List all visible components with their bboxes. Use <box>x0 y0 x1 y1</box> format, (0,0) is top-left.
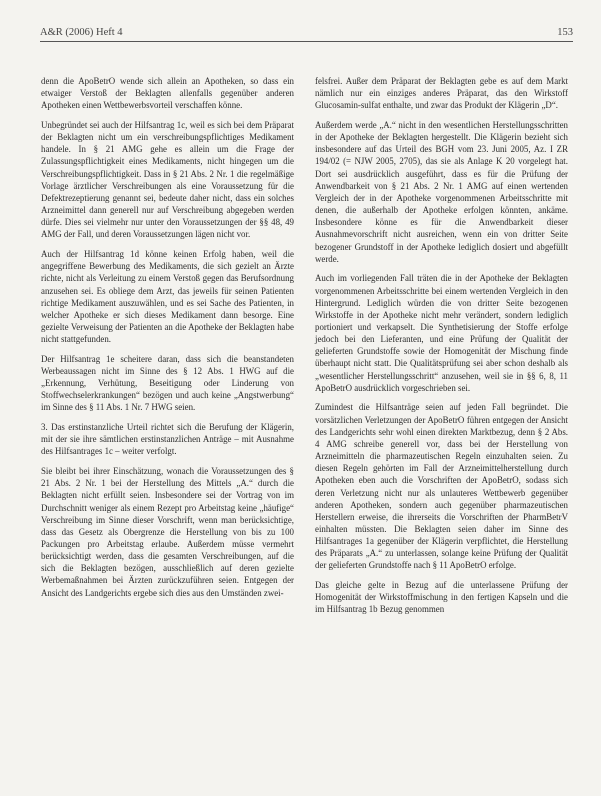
paragraph: Auch der Hilfsantrag 1d könne keinen Erfolg haben, weil die angegriffene Bewerbung des Medikaments, die sich gezielt an Ärzte richte, nicht als Verleitung zu einem Verstoß gegen das Berufsordnung anzusehen sei. Es obliege dem Arzt, das jeweils für seinen Patienten richtige Medikament auszuwählen, und es sei Sache des Patienten, in welcher Apotheke er sich dieses Medikament dann besorge. Eine gezielte Verweisung der Patienten an die Apotheke der Beklagten habe nicht stattgefunden. <box>41 249 294 345</box>
paragraph: Der Hilfsantrag 1e scheitere daran, dass sich die beanstandeten Werbeaussagen nicht im Sinne des § 12 Abs. 1 HWG auf die „Erkennung, Verhütung, Beseitigung oder Linderung von Stoffwechselerkrankungen“ bezögen und auch keine „Angstwerbung“ im Sinne des § 11 Abs. 1 Nr. 7 HWG seien. <box>41 353 294 413</box>
right-column <box>315 75 568 616</box>
left-column <box>41 75 294 599</box>
paragraph: felsfrei. Außer dem Präparat der Beklagten gebe es auf dem Markt nämlich nur ein einziges anderes Präparat, das den Wirkstoff Glucosamin-sulfat enthalte, und zwar das Produkt der Klägerin „D“. <box>315 76 568 111</box>
paragraph: Unbegründet sei auch der Hilfsantrag 1c, weil es sich bei dem Präparat der Beklagten nicht um ein verschreibungspflichtiges Medikament handele. In § 21 AMG gehe es allein um die Frage der Zulassungspflichtigkeit eines Medikaments, nicht hingegen um die Verschreibungspflichtigkeit. Dass in § 21 Abs. 2 Nr. 1 die regelmäßige Vorlage ärztlicher Verschreibungen als eine Voraussetzung für die Defektrezeptierung genannt sei, bedeute daher nicht, dass ein solches Arzneimittel dann generell nur auf Verschreibung abgegeben werden dürfe. Dies sei vielmehr nur unter den Voraussetzungen der §§ 48, 49 AMG der Fall, und deren Voraussetzungen lägen nicht vor. <box>41 119 294 240</box>
paragraph: Zumindest die Hilfsanträge seien auf jeden Fall begründet. Die vorsätzlichen Verletzungen der ApoBetrO führen entgegen der Ansicht des Landgerichts sehr wohl einen direkten Marktbezug, denn § 2 Abs. 4 AMG schreibe generell vor, dass bei der Herstellung von Arzneimitteln die pharmazeutischen Regeln einzuhalten seien. Zu diesen Regeln gehörten im Fall der Arzneimittelherstellung durch Apotheken eben auch die Vorschriften der ApoBetrO, sodass sich deren Verletzung nicht nur als unlauteres Wettbewerb gegenüber anderen Apotheken, sondern auch gegenüber pharmazeutischen Herstellern erweise, die ihrerseits die Vorschriften der PharmBetrV einhalten müssten. Die Beklagten seien daher im Sinne des Hilfsantrages 1a gegenüber der Klägerin verpflichtet, die Herstellung des Präparats „A.“ zu unterlassen, solange keine Prüfung der Qualität der gelieferten Grundstoffe nach § 11 ApoBetrO erfolge. <box>315 402 568 571</box>
page-number: 153 <box>557 27 573 38</box>
journal-citation: A&R (2006) Heft 4 <box>40 27 123 38</box>
header-rule <box>40 41 573 42</box>
paragraph: Auch im vorliegenden Fall träten die in der Apotheke der Beklagten vorgenommenen Arbeitsschritte bei einem wertenden Vergleich in den Hintergrund. Lediglich würden die von dritter Seite bezogenen Wirkstoffe in der Apotheke nicht mehr verändert, sondern lediglich portioniert und verkapselt. Die Synthetisierung der Stoffe erfolge jedoch bei den Lieferanten, und eine Prüfung der Qualität der gelieferten Grundstoffe sowie der Homogenität der Mischung finde überhaupt nicht statt. Die Qualitätsprüfung sei aber schon deshalb als „wesentlicher Herstellungsschritt“ anzusehen, weil sie in §§ 6, 8, 11 ApoBetrO ausdrücklich vorgeschrieben sei. <box>315 273 568 393</box>
paragraph: Das gleiche gelte in Bezug auf die unterlassene Prüfung der Homogenität der Wirkstoffmischung in den fertigen Kapseln und die im Hilfsantrag 1b Bezug genommen <box>315 580 568 615</box>
paragraph: Außerdem werde „A.“ nicht in den wesentlichen Herstellungsschritten in der Apotheke der Beklagten hergestellt. Die Klägerin bezieht sich insbesondere auf das Urteil des BGH vom 23. Juni 2005, Az. I ZR 194/02 (= NJW 2005, 2705), das sie als Anlage K 20 vorgelegt hat. Dort sei ausdrücklich ausgeführt, dass es für die Prüfung der Anwendbarkeit von § 21 Abs. 2 Nr. 1 AMG auf einen wertenden Vergleich der in der Apotheke vorgenommenen Arbeitsschritte mit denen, die außerhalb der Apotheke erfolgen könnten, ankäme. Insbesondere könne es für die Anwendbarkeit dieser Ausnahmevorschrift nicht ausreichen, wenn ein von dritter Seite bezogener Grundstoff in der Apotheke lediglich dosiert und abgefüllt werde. <box>315 119 568 264</box>
paragraph: Sie bleibt bei ihrer Einschätzung, wonach die Voraussetzungen des § 21 Abs. 2 Nr. 1 bei der Herstellung des Mittels „A.“ durch die Beklagten nicht erfüllt seien. Insbesondere sei der Vortrag von im Durchschnitt weniger als einem Rezept pro Arbeitstag keine „häufige“ Verschreibung im Sinne dieser Vorschrift, wenn man berücksichtige, dass das Gesetz als Obergrenze die Herstellung von bis zu 100 Packungen pro Arbeitstag erlaube. Außerdem müsse vermehrt berücksichtigt werden, dass die gesamten Verschreibungen, auf die sich die Beklagten bezögen, ausschließlich auf deren gezielte Werbemaßnahmen bei Ärzten zurückzuführen seien. Entgegen der Ansicht des Landgerichts ergebe sich dies aus den Umständen zwei- <box>41 466 294 598</box>
paragraph: 3. Das erstinstanzliche Urteil richtet sich die Berufung der Klägerin, mit der sie ihre sämtlichen erstinstanzlichen Anträge – mit Ausnahme des Hilfsantrages 1c – weiter verfolgt. <box>41 422 294 457</box>
paragraph: denn die ApoBetrO wende sich allein an Apotheken, so dass ein etwaiger Verstoß der Beklagten allenfalls gegenüber anderen Apotheken einen Wettbewerbsvorteil verschaffen könne. <box>41 76 294 111</box>
running-header <box>40 27 573 43</box>
